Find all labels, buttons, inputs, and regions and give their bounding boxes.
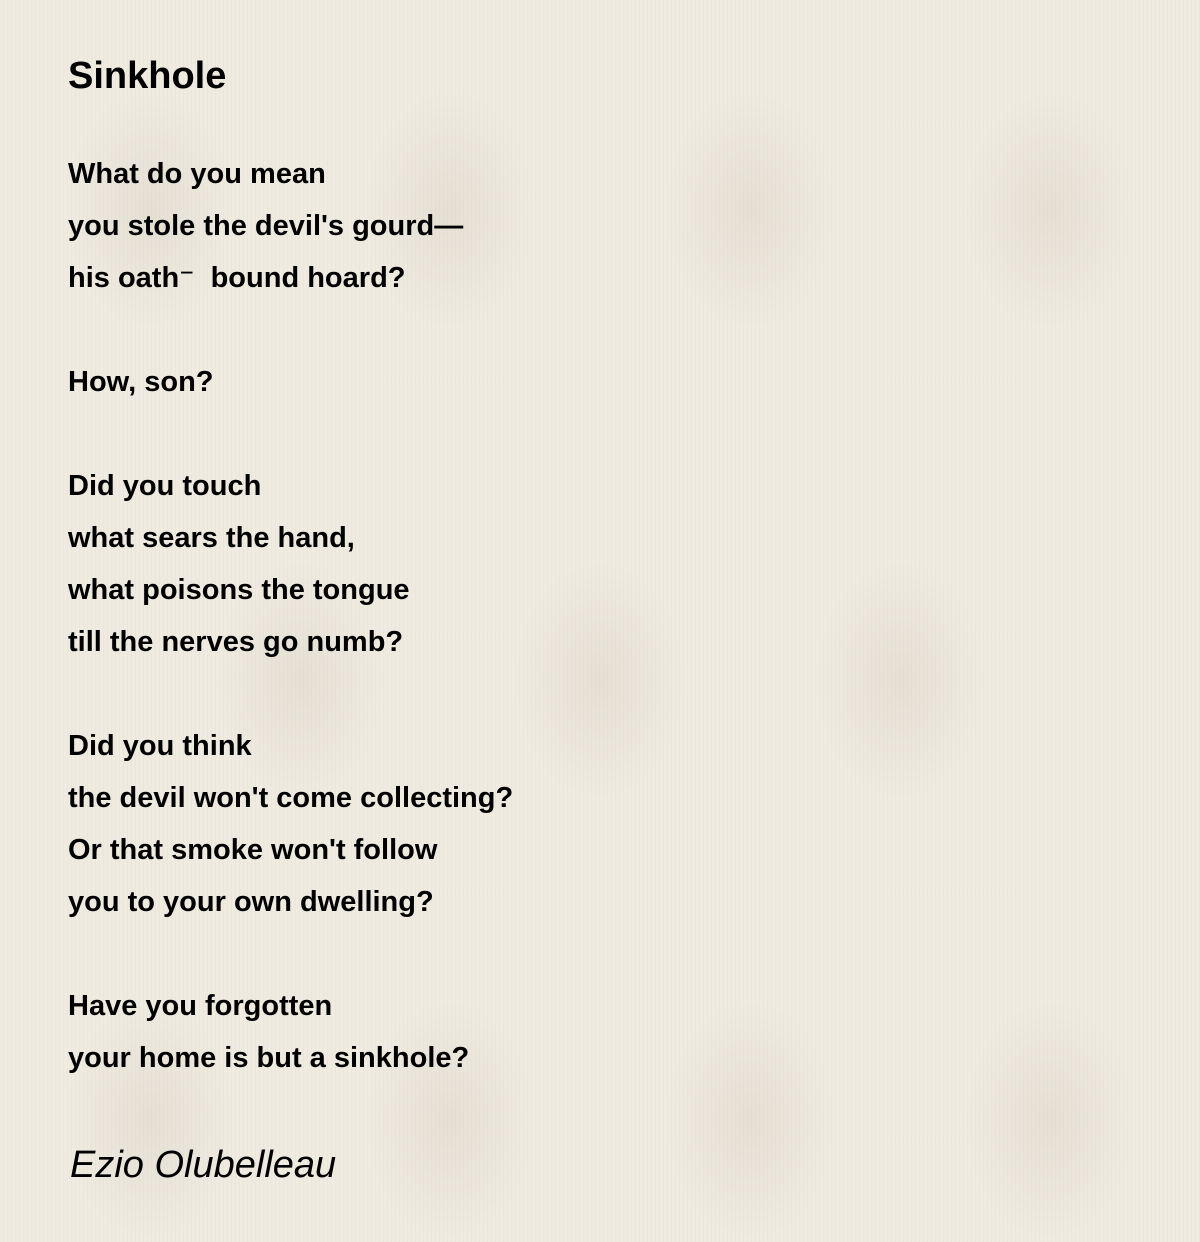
- poem-line: How, son?: [68, 366, 214, 398]
- poem-line: your home is but a sinkhole?: [68, 1042, 470, 1074]
- poem-line: his oath⁻ bound hoard?: [68, 262, 406, 294]
- stanza-2: [68, 356, 513, 408]
- poem-line: till the nerves go numb?: [68, 626, 404, 658]
- stanza-1: [68, 148, 513, 304]
- poem-line: the devil won't come collecting?: [68, 782, 514, 814]
- poem-author: Ezio Olubelleau: [70, 1144, 337, 1186]
- poem-line: What do you mean: [68, 158, 326, 190]
- poem-line: you to your own dwelling?: [68, 886, 434, 918]
- poem-line: what sears the hand,: [68, 522, 355, 554]
- poem-body: [68, 148, 513, 1136]
- poem-line: Did you touch: [68, 470, 262, 502]
- stanza-5: [68, 980, 513, 1084]
- poem-line: Or that smoke won't follow: [68, 834, 438, 866]
- poem-line: Did you think: [68, 730, 252, 762]
- poem-line: what poisons the tongue: [68, 574, 410, 606]
- stanza-3: [68, 460, 513, 668]
- poem-line: you stole the devil's gourd—: [68, 210, 464, 242]
- stanza-4: [68, 720, 513, 928]
- poem-line: Have you forgotten: [68, 990, 333, 1022]
- poem-title: Sinkhole: [68, 55, 227, 97]
